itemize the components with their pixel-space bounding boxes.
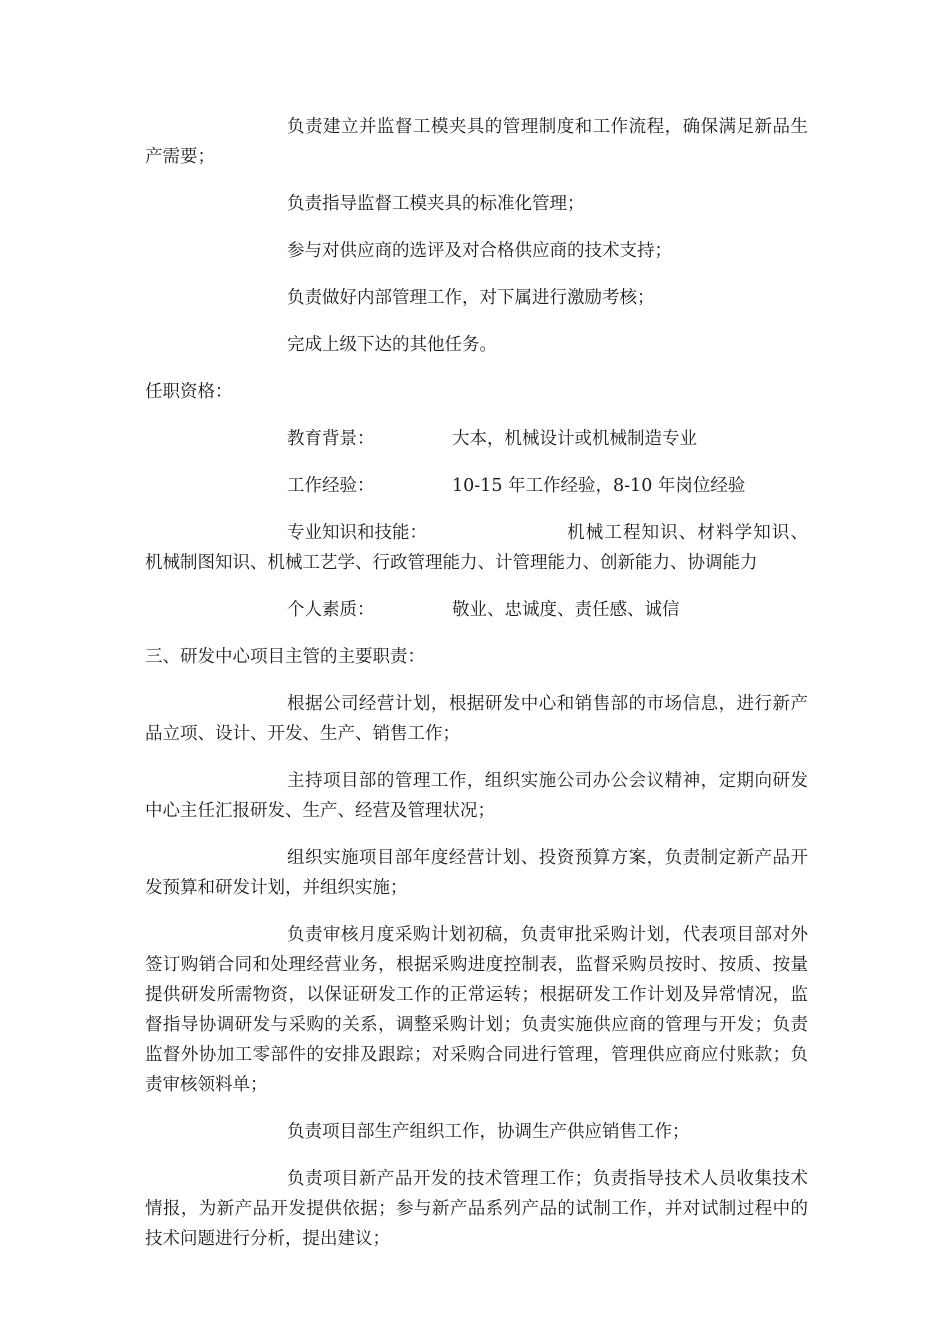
duty-paragraph: 负责指导监督工模夹具的标准化管理； xyxy=(287,194,585,214)
personal-qualities-label: 个人素质： xyxy=(287,600,375,620)
education-row xyxy=(145,424,808,454)
experience-label: 工作经验： xyxy=(287,476,375,496)
skills-label: 专业知识和技能： xyxy=(287,523,427,543)
duty-paragraph: 负责建立并监督工模夹具的管理制度和工作流程，确保满足新品生产需要； xyxy=(145,117,808,167)
duty-paragraph: 负责项目新产品开发的技术管理工作；负责指导技术人员收集技术情报，为新产品开发提供依据；参与新产品系列产品的试制工作，并对试制过程中的技术问题进行分析，提出建议； xyxy=(145,1169,808,1249)
skills-value: 机械工程知识、材料学知识、机械制图知识、机械工艺学、行政管理能力、计管理能力、创新能力、协调能力 xyxy=(145,523,808,573)
section-heading: 三、研发中心项目主管的主要职责： xyxy=(145,647,425,667)
education-label: 教育背景： xyxy=(287,429,375,449)
skills-row xyxy=(145,518,808,578)
duty-paragraph: 主持项目部的管理工作，组织实施公司办公会议精神，定期向研发中心主任汇报研发、生产、经营及管理状况； xyxy=(145,771,808,821)
education-value: 大本，机械设计或机械制造专业 xyxy=(452,429,697,449)
duty-paragraph: 参与对供应商的选评及对合格供应商的技术支持； xyxy=(287,241,672,261)
duty-paragraph: 负责项目部生产组织工作，协调生产供应销售工作； xyxy=(287,1122,690,1142)
experience-row xyxy=(145,471,808,501)
duty-paragraph: 根据公司经营计划，根据研发中心和销售部的市场信息，进行新产品立项、设计、开发、生产、销售工作； xyxy=(145,694,808,744)
experience-value: 10-15 年工作经验，8-10 年岗位经验 xyxy=(452,476,746,496)
document-body xyxy=(145,112,808,1271)
qualifications-heading: 任职资格： xyxy=(145,382,233,402)
duty-paragraph: 负责做好内部管理工作，对下属进行激励考核； xyxy=(287,288,655,308)
duty-paragraph: 组织实施项目部年度经营计划、投资预算方案，负责制定新产品开发预算和研发计划，并组织实施； xyxy=(145,848,808,898)
personal-qualities-value: 敬业、忠诚度、责任感、诚信 xyxy=(452,600,680,620)
personal-qualities-row xyxy=(145,595,808,625)
duty-paragraph: 完成上级下达的其他任务。 xyxy=(287,335,497,355)
duty-paragraph: 负责审核月度采购计划初稿，负责审批采购计划，代表项目部对外签订购销合同和处理经营业务，根据采购进度控制表，监督采购员按时、按质、按量提供研发所需物资，以保证研发工作的正常运转；根据研发工作计划及异常情况，监督指导协调研发与采购的关系，调整采购计划；负责实施供应商的管理与开发；负责监督外协加工零部件的安排及跟踪；对采购合同进行管理，管理供应商应付账款；负责审核领料单； xyxy=(145,925,808,1095)
